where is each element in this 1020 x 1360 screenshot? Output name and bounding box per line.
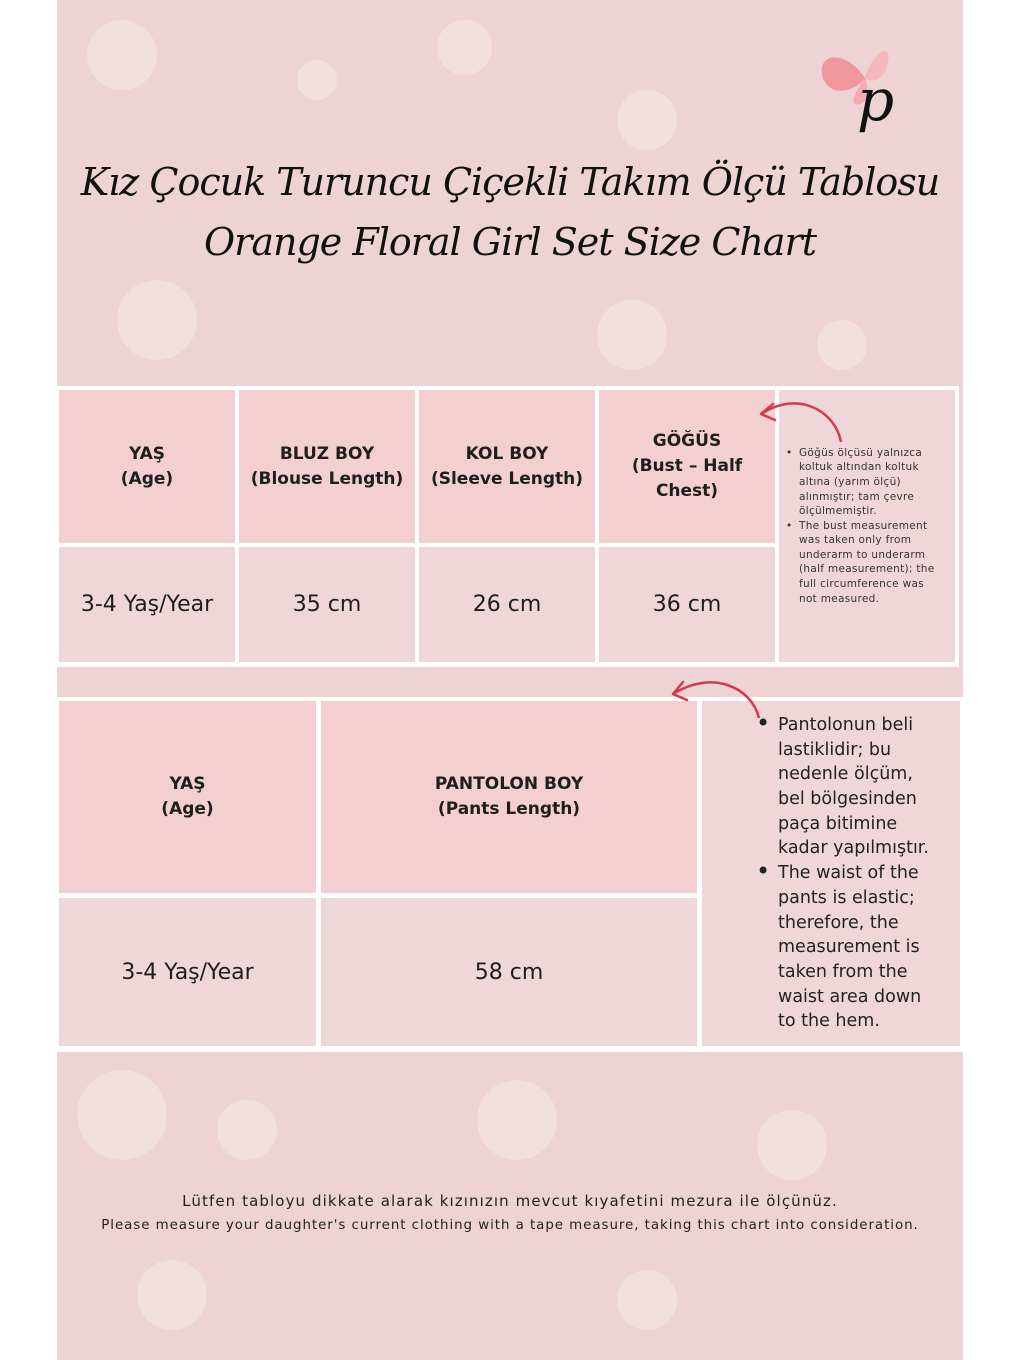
title-english: Orange Floral Girl Set Size Chart: [204, 220, 816, 264]
header-sleeve-length: [419, 390, 595, 543]
header-pants-length: [321, 701, 697, 893]
header-label: YAŞ: [169, 774, 206, 794]
bokeh-decoration: [77, 1070, 167, 1160]
curved-arrow-icon: [659, 668, 769, 728]
bust-note-list: [799, 446, 945, 607]
header-blouse-length: [239, 390, 415, 543]
footer-instruction-english: Please measure your daughter's current clothing with a tape measure, taking this chart into consideration.: [101, 1218, 919, 1233]
note-item: • Göğüs ölçüsü yalnızca koltuk altından koltuk altına (yarım ölçü) alınmıştır; tam çevre ölçülmemiştir.: [799, 446, 945, 519]
value-blouse-length: 35 cm: [239, 547, 415, 662]
bokeh-decoration: [117, 280, 197, 360]
pants-note: [702, 701, 960, 1046]
header-label: PANTOLON BOY: [434, 774, 584, 794]
header-sublabel: (Blouse Length): [250, 468, 404, 489]
header-sublabel: (Pants Length): [437, 799, 581, 819]
bokeh-decoration: [617, 90, 677, 150]
size-chart-panel: [57, 0, 963, 1360]
header-label: BLUZ BOY: [279, 443, 375, 464]
value-pants-length: 58 cm: [321, 898, 697, 1046]
bokeh-decoration: [597, 300, 667, 370]
header-age: [59, 701, 316, 893]
value-age: 3-4 Yaş/Year: [59, 547, 235, 662]
header-sublabel: (Age): [120, 468, 174, 489]
header-sublabel: (Bust – Half Chest): [631, 456, 743, 501]
note-item: • The bust measurement was taken only from underarm to underarm (half measurement); the full circumference was not measured.: [799, 519, 945, 607]
note-item: • Pantolonun beli lastiklidir; bu nedenle ölçüm, bel bölgesinden paça bitimine kadar yapılmıştır.: [778, 713, 936, 861]
curved-arrow-icon: [737, 390, 847, 450]
brand-logo: [805, 28, 925, 143]
footer-instruction-turkish: Lütfen tabloyu dikkate alarak kızınızın mevcut kıyafetini mezura ile ölçünüz.: [182, 1192, 838, 1210]
bokeh-decoration: [617, 1270, 677, 1330]
header-age: [59, 390, 235, 543]
bokeh-decoration: [137, 1260, 207, 1330]
header-sublabel: (Sleeve Length): [430, 468, 584, 489]
bokeh-decoration: [87, 20, 157, 90]
pants-size-table: [57, 697, 963, 1052]
pants-note-list: [778, 713, 936, 1034]
value-bust: 36 cm: [599, 547, 775, 662]
header-label: KOL BOY: [465, 443, 549, 464]
bokeh-decoration: [477, 1080, 557, 1160]
bokeh-decoration: [437, 20, 492, 75]
note-item: • The waist of the pants is elastic; therefore, the measurement is taken from the waist area down to the hem.: [778, 861, 936, 1034]
title-turkish: Kız Çocuk Turuncu Çiçekli Takım Ölçü Tablosu: [80, 160, 940, 204]
value-age: 3-4 Yaş/Year: [59, 898, 316, 1046]
bokeh-decoration: [757, 1110, 827, 1180]
value-sleeve-length: 26 cm: [419, 547, 595, 662]
bokeh-decoration: [217, 1100, 277, 1160]
bokeh-decoration: [817, 320, 867, 370]
header-label: YAŞ: [128, 443, 166, 464]
logo-letter: p: [857, 66, 895, 134]
bokeh-decoration: [297, 60, 337, 100]
header-sublabel: (Age): [161, 799, 214, 819]
header-label: GÖĞÜS: [652, 431, 722, 451]
